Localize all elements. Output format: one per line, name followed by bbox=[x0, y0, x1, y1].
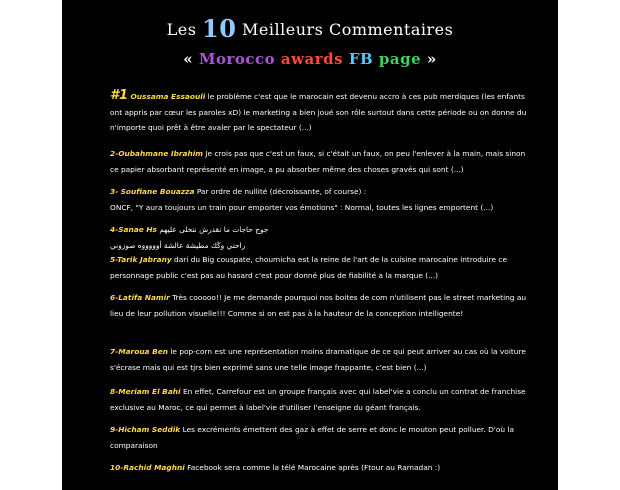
page-subtitle bbox=[62, 50, 558, 68]
commenter-name: Latifa Namir bbox=[118, 293, 170, 302]
comment-rank: 7- bbox=[110, 347, 119, 356]
comment-rank: 6- bbox=[110, 293, 119, 302]
comment-text-line2: راحتي وڭك مطيشة عالشة أوووووه صوزوني bbox=[110, 240, 246, 250]
comment-text-line2: ONCF, "Y aura toujours un train pour emporter vos émotions" : Normal, toutes les lignes emportent (...) bbox=[110, 202, 494, 212]
comment-entry-4 bbox=[110, 222, 530, 253]
title-number: 10 bbox=[202, 14, 237, 43]
commenter-name: Oussama Essaouli bbox=[130, 92, 206, 101]
comment-rank: #1 bbox=[110, 88, 129, 103]
commenter-name: Meriam El Bahi bbox=[118, 387, 181, 396]
commenter-name: Tarik Jabrany bbox=[117, 255, 172, 264]
comment-text: Par ordre de nullité (décroissante, of course) : bbox=[196, 187, 367, 196]
comment-text: En effet, Carrefour est un groupe français avec qui label'vie a conclu un contrat de franchise exclusive au Maroc, ce qui permet à label'vie d'utiliser l'enseigne du géant français. bbox=[110, 387, 526, 412]
comment-entry-1 bbox=[110, 88, 530, 136]
comment-text: Très cooooo!! Je me demande pourquoi nos boites de com n'utilisent pas le street marketing au lieu de leur pollution visuelle!!! Comme si on est pas à la hauteur de la conception intelligente! bbox=[110, 293, 527, 318]
comment-entry-9 bbox=[110, 422, 530, 453]
subtitle-close-quote: » bbox=[421, 50, 437, 68]
commenter-name: Hicham Seddik bbox=[118, 425, 181, 434]
comment-rank: 3- bbox=[110, 187, 119, 196]
page-title bbox=[62, 14, 558, 43]
subtitle-morocco: Morocco bbox=[198, 50, 281, 68]
comment-entry-3 bbox=[110, 184, 530, 215]
comment-rank: 5- bbox=[110, 255, 118, 264]
subtitle-fb: FB bbox=[348, 50, 379, 68]
commenter-name: Soufiane Bouazza bbox=[120, 187, 195, 196]
comment-text: Les excréments émettent des gaz à effet de serre et donc le mouton peut polluer. D'où la comparaison bbox=[110, 425, 514, 450]
comment-entry-2 bbox=[110, 146, 530, 177]
comment-text: le problème c'est que le marocain est devenu accro à ces pub merdiques (les enfants ont appris par cœur les paroles xD) le marketing a bien joué son rôle surtout dans cette période ou on donne du n'importe quoi prêt à être avaler par le spectateur (...) bbox=[110, 92, 527, 132]
comment-entry-8 bbox=[110, 384, 530, 415]
title-suffix: Meilleurs Commentaires bbox=[236, 20, 454, 39]
comment-rank: 4- bbox=[110, 225, 119, 234]
comment-entry-5 bbox=[110, 252, 530, 283]
comment-text: Facebook sera comme la télé Marocaine après (Ftour au Ramadan :) bbox=[187, 463, 441, 472]
comment-rank: 10- bbox=[110, 463, 124, 472]
commenter-name: Maroua Ben bbox=[118, 347, 169, 356]
title-prefix: Les bbox=[166, 20, 203, 39]
commenter-name: Oubahmane Ibrahim bbox=[118, 149, 204, 158]
subtitle-awards: awards bbox=[280, 50, 349, 68]
comment-rank: 9- bbox=[110, 425, 119, 434]
comment-entry-6 bbox=[110, 290, 530, 321]
subtitle-page: page bbox=[378, 50, 422, 68]
commenter-name: Rachid Maghni bbox=[123, 463, 185, 472]
comment-entry-7 bbox=[110, 344, 530, 375]
awards-panel bbox=[62, 0, 558, 490]
comment-entry-10 bbox=[110, 460, 530, 476]
subtitle-open-quote: « bbox=[183, 50, 199, 68]
comment-text: le pop-corn est une représentation moins dramatique de ce qui peut arriver au cas où la voiture s'écrase mais qui est tjrs bien exprimé sans une telle image frappante, c'est bien (...) bbox=[110, 347, 526, 372]
comment-text: جوج حاجات ما نقدرش نتخلى عليهم bbox=[159, 225, 269, 234]
comment-text: dari du Big couspate, choumicha est la reine de l'art de la cuisine marocaine introduire ce personnage public c'est pas au hasard c'est pour donné plus de fiabilité a la marque (...) bbox=[110, 255, 508, 280]
comment-text: Je crois pas que c'est un faux, si c'était un faux, on peu l'enlever à la main, mais sinon ce papier absorbant représenté en image, a pu absorber même des choses gravés qui sont (...) bbox=[110, 149, 526, 174]
commenter-name: Sanae Hs bbox=[118, 225, 157, 234]
comment-rank: 8- bbox=[110, 387, 119, 396]
comment-rank: 2- bbox=[110, 149, 119, 158]
